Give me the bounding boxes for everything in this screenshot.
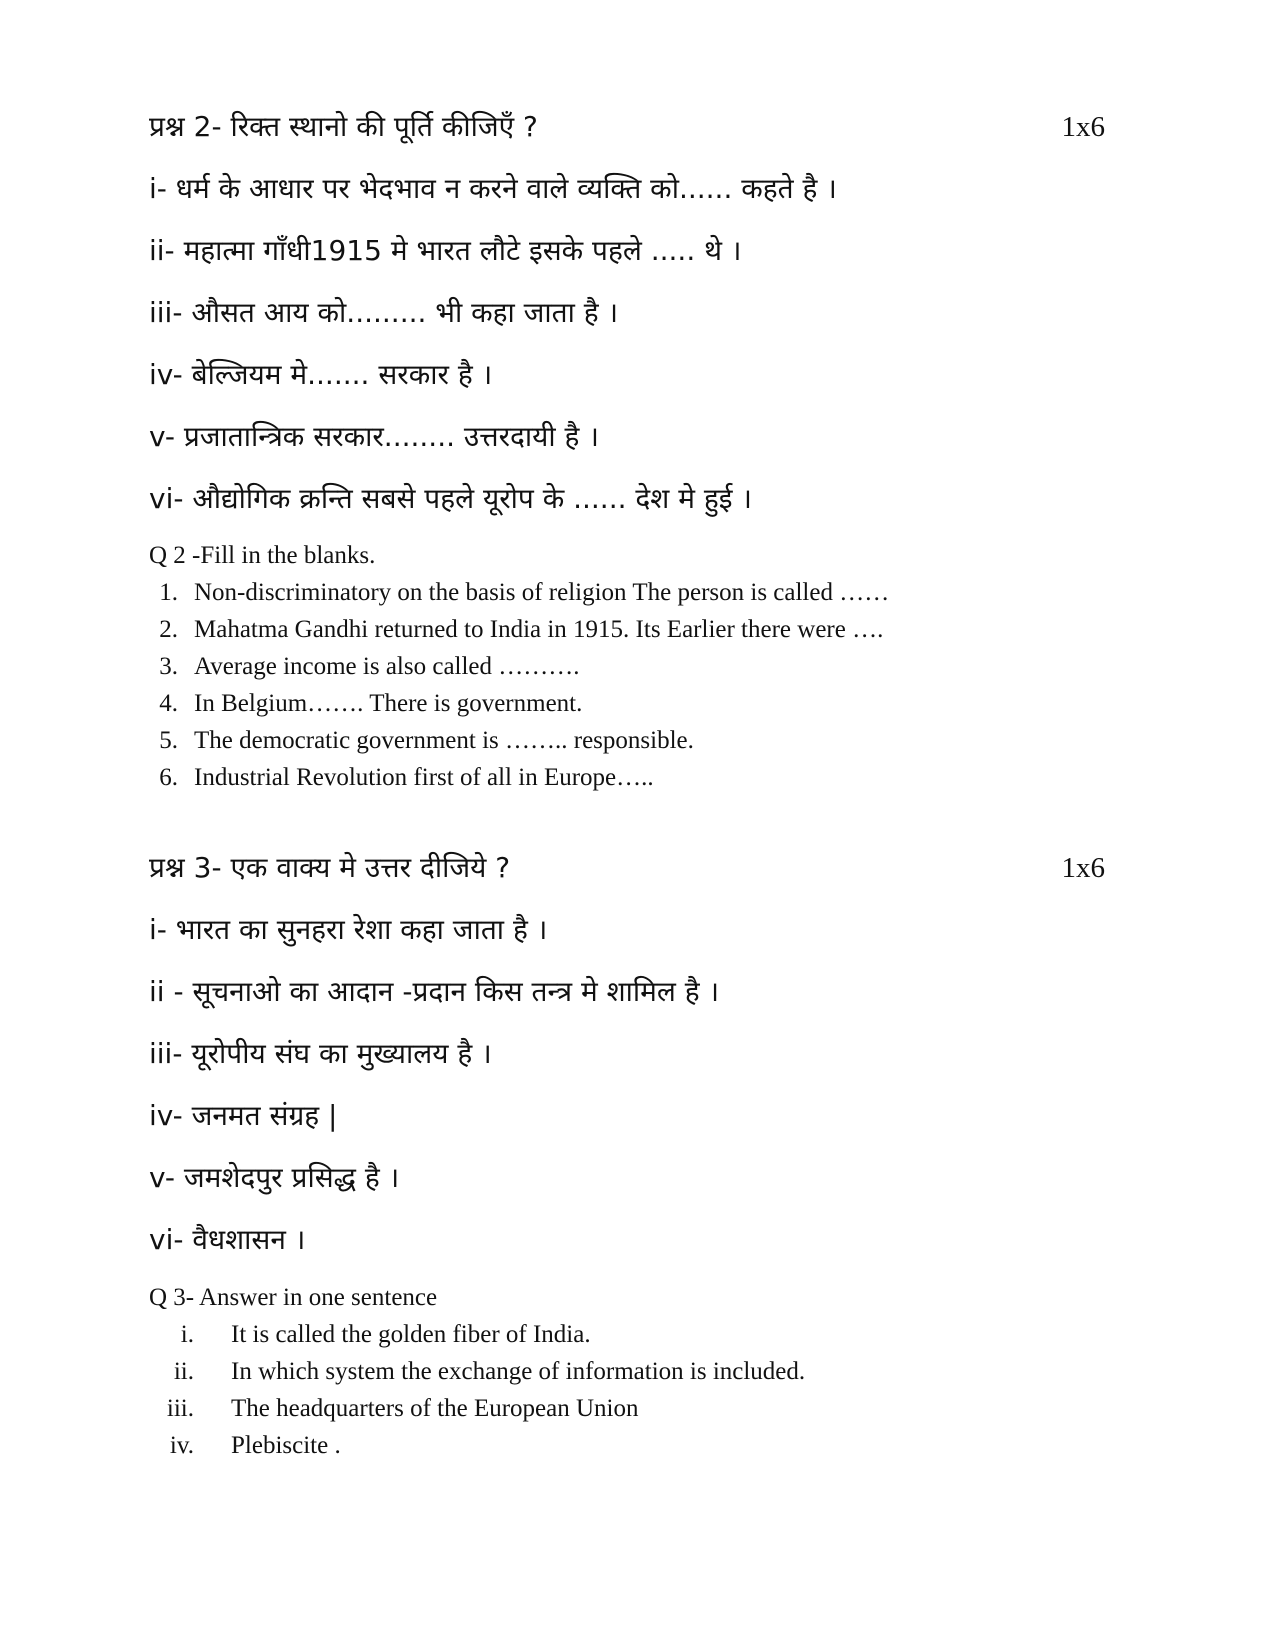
q3-en-item-1: It is called the golden fiber of India. <box>231 1321 591 1348</box>
q2-hindi-item-4: iv- बेल्जियम मे....... सरकार है । <box>149 358 493 391</box>
q3-en-num-4: iv. <box>169 1432 194 1459</box>
q2-hindi-heading: प्रश्न 2- रिक्त स्थानो की पूर्ति कीजिएँ ? <box>149 110 538 143</box>
q2-marks: 1x6 <box>1061 111 1105 143</box>
q3-en-num-2: ii. <box>173 1358 194 1385</box>
q2-en-item-2: Mahatma Gandhi returned to India in 1915. Its Earlier there were …. <box>194 616 884 643</box>
q3-en-num-3: iii. <box>166 1395 194 1422</box>
q2-en-num-1: 1. <box>159 579 178 606</box>
q3-hindi-item-1: i- भारत का सुनहरा रेशा कहा जाता है । <box>149 913 548 946</box>
q2-en-item-3: Average income is also called ………. <box>194 653 580 680</box>
q3-en-item-4: Plebiscite . <box>231 1432 341 1459</box>
q3-en-num-1: i. <box>180 1321 194 1348</box>
q3-hindi-item-6: vi- वैधशासन । <box>149 1223 306 1256</box>
q2-hindi-item-2: ii- महात्मा गाँधी1915 मे भारत लौटे इसके पहले ..... थे । <box>149 234 742 267</box>
q3-hindi-heading: प्रश्न 3- एक वाक्य मे उत्तर दीजिये ? <box>149 851 511 884</box>
q2-en-num-2: 2. <box>159 616 178 643</box>
q2-en-num-3: 3. <box>159 653 178 680</box>
q2-hindi-item-6: vi- औद्योगिक क्रन्ति सबसे पहले यूरोप के ...... देश मे हुई । <box>149 482 752 515</box>
q2-en-item-6: Industrial Revolution first of all in Europe….. <box>194 764 654 791</box>
q3-marks: 1x6 <box>1061 852 1105 884</box>
q2-en-num-4: 4. <box>159 690 178 717</box>
q2-english-heading: Q 2 -Fill in the blanks. <box>149 542 376 569</box>
q3-hindi-item-5: v- जमशेदपुर प्रसिद्ध है । <box>149 1161 400 1194</box>
q2-en-item-5: The democratic government is …….. responsible. <box>194 727 694 754</box>
q3-en-item-3: The headquarters of the European Union <box>231 1395 639 1422</box>
q3-hindi-item-3: iii- यूरोपीय संघ का मुख्यालय है । <box>149 1037 492 1070</box>
q2-hindi-item-5: v- प्रजातान्त्रिक सरकार........ उत्तरदायी है । <box>149 420 599 453</box>
q2-en-num-6: 6. <box>159 764 178 791</box>
q3-hindi-item-2: ii - सूचनाओ का आदान -प्रदान किस तन्त्र मे शामिल है । <box>149 975 720 1008</box>
q2-hindi-item-1: i- धर्म के आधार पर भेदभाव न करने वाले व्यक्ति को...... कहते है । <box>149 172 837 205</box>
q3-hindi-item-4: iv- जनमत संग्रह | <box>149 1099 338 1132</box>
q2-en-num-5: 5. <box>159 727 178 754</box>
q2-en-item-4: In Belgium……. There is government. <box>194 690 583 717</box>
q3-english-heading: Q 3- Answer in one sentence <box>149 1284 438 1311</box>
q2-hindi-item-3: iii- औसत आय को......... भी कहा जाता है । <box>149 296 619 329</box>
q3-en-item-2: In which system the exchange of information is included. <box>231 1358 806 1385</box>
q2-en-item-1: Non-discriminatory on the basis of religion The person is called …… <box>194 579 890 606</box>
